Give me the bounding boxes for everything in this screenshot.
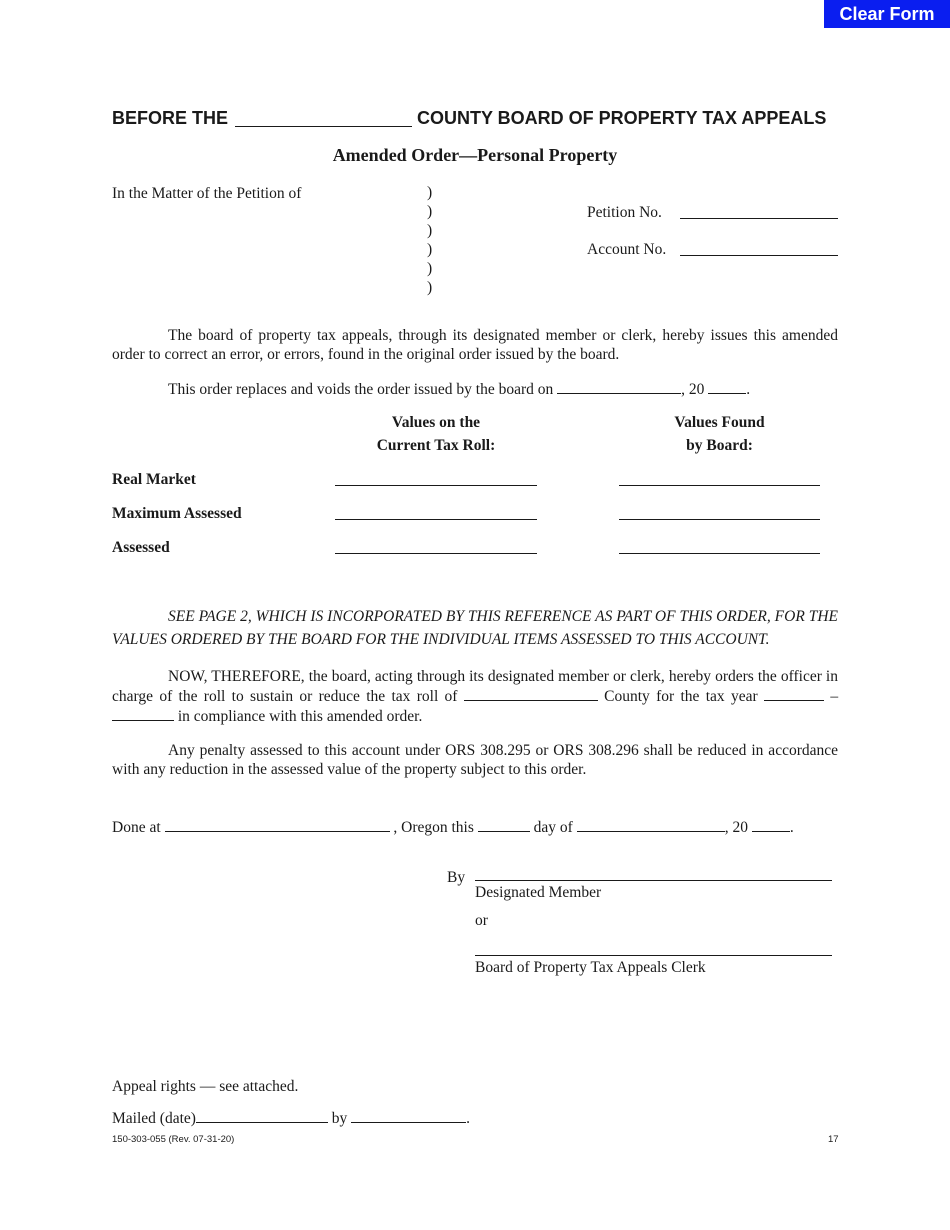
county-name-field[interactable] (235, 126, 412, 127)
col-board-header-1: Values Found (674, 414, 765, 431)
mailed-line (112, 1108, 470, 1128)
done-period: . (789, 819, 794, 836)
caption-paren: ) (427, 241, 433, 258)
matter-label: In the Matter of the Petition of (112, 185, 302, 202)
see-page-text: SEE PAGE 2, WHICH IS INCORPORATED BY THIS REFERENCE AS PART OF THIS ORDER, FOR THE VALUES ORDERED BY THE BOARD FOR THE INDIVIDUAL ITEMS ASSESSED TO THIS ACCOUNT. (112, 608, 838, 648)
max-assessed-board-field[interactable] (619, 519, 820, 520)
row-real-market-label: Real Market (112, 471, 196, 488)
now-therefore-text (112, 667, 838, 726)
done-at-location-field[interactable] (165, 817, 390, 832)
mailed-period: . (466, 1110, 471, 1127)
clerk-label: Board of Property Tax Appeals Clerk (475, 959, 706, 976)
by-label: By (447, 869, 466, 886)
intro-text: The board of property tax appeals, through its designated member or clerk, hereby issues this amended order to correct an error, or errors, found in the original order issued by the board. (112, 327, 838, 363)
now-therefore-paragraph (112, 667, 838, 726)
petition-number-field[interactable] (680, 218, 838, 219)
appeal-rights-text: Appeal rights — see attached. (112, 1078, 299, 1095)
done-year-field[interactable] (752, 817, 790, 832)
real-market-board-field[interactable] (619, 485, 820, 486)
mailed-date-field[interactable] (196, 1108, 328, 1123)
mailed-by-field[interactable] (351, 1108, 466, 1123)
intro-paragraph (112, 326, 838, 364)
now-therefore-part2: County for the tax year (604, 688, 758, 705)
tax-year-start-field[interactable] (764, 686, 824, 701)
page-number: 17 (828, 1134, 839, 1145)
designated-member-label: Designated Member (475, 884, 602, 901)
title-suffix: COUNTY BOARD OF PROPERTY TAX APPEALS (417, 108, 827, 128)
tax-year-end-field[interactable] (112, 706, 174, 721)
caption-paren: ) (427, 279, 433, 296)
day-of-label: day of (533, 819, 573, 836)
done-month-field[interactable] (577, 817, 725, 832)
oregon-this-label: , Oregon this (393, 819, 474, 836)
done-day-field[interactable] (478, 817, 530, 832)
original-order-year-field[interactable] (708, 379, 746, 394)
now-therefore-part3: in compliance with this amended order. (177, 708, 423, 725)
mailed-by-label: by (331, 1110, 348, 1127)
title-prefix: BEFORE THE (112, 108, 229, 128)
done-year-label: , 20 (724, 819, 748, 836)
col-board-header-2: by Board: (686, 437, 753, 454)
county-field[interactable] (464, 686, 598, 701)
penalty-paragraph (112, 741, 838, 779)
replaces-period: . (746, 381, 751, 398)
col-current-header-1: Values on the (391, 414, 481, 431)
row-max-assessed-label: Maximum Assessed (112, 505, 242, 522)
replaces-year-label: , 20 (681, 381, 705, 398)
now-therefore-part1: NOW, THEREFORE, the board, acting through its designated member or clerk, hereby orders the officer in charge of the roll to sustain or reduce the tax roll of (112, 668, 838, 705)
replaces-line (168, 379, 750, 399)
replaces-text: This order replaces and voids the order issued by the board on (168, 381, 554, 398)
done-at-line (112, 817, 794, 837)
original-order-date-field[interactable] (557, 379, 681, 394)
caption-paren: ) (427, 222, 433, 239)
petition-label: Petition No. (587, 204, 662, 221)
account-number-field[interactable] (680, 255, 838, 256)
done-at-label: Done at (112, 819, 161, 836)
caption-paren: ) (427, 203, 433, 220)
clear-form-button[interactable]: Clear Form (824, 0, 950, 28)
row-assessed-label: Assessed (112, 539, 170, 556)
penalty-text: Any penalty assessed to this account under ORS 308.295 or ORS 308.296 shall be reduced in accordance with any reduction in the assessed value of the property subject to this order. (112, 742, 838, 778)
real-market-current-field[interactable] (335, 485, 537, 486)
col-current-header-2: Current Tax Roll: (376, 437, 496, 454)
page-title: Amended Order—Personal Property (332, 145, 618, 165)
assessed-board-field[interactable] (619, 553, 820, 554)
assessed-current-field[interactable] (335, 553, 537, 554)
caption-paren: ) (427, 260, 433, 277)
form-number: 150-303-055 (Rev. 07-31-20) (112, 1134, 235, 1145)
max-assessed-current-field[interactable] (335, 519, 537, 520)
see-page-paragraph (112, 605, 838, 651)
or-label: or (475, 912, 488, 929)
tax-year-dash: – (830, 688, 839, 705)
caption-paren: ) (427, 184, 433, 201)
designated-member-signature-field[interactable] (475, 880, 832, 881)
account-label: Account No. (587, 241, 667, 258)
clerk-signature-field[interactable] (475, 955, 832, 956)
mailed-label: Mailed (date) (112, 1110, 196, 1127)
